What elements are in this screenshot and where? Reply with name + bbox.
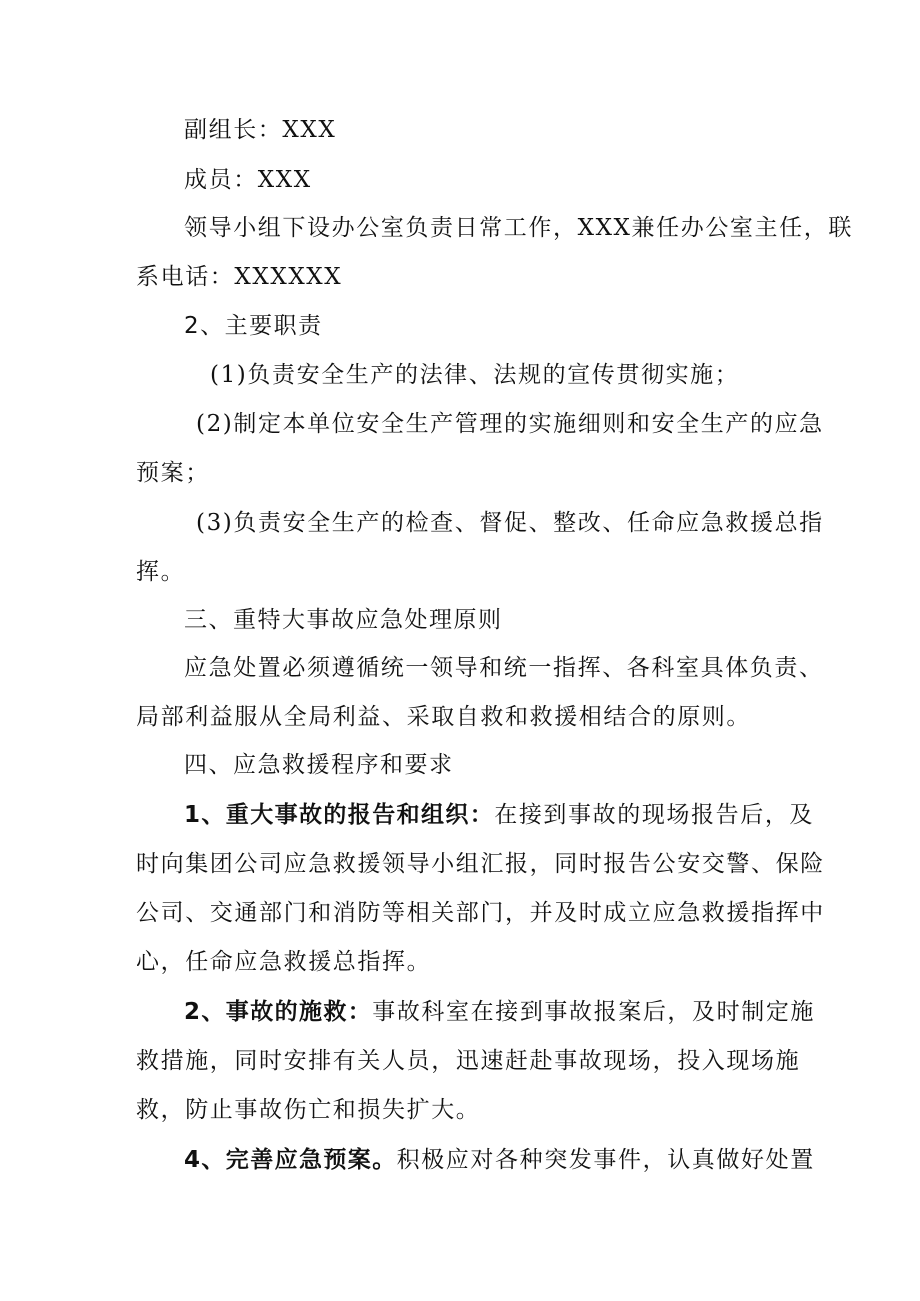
section-2-title: 2、主要职责 [184,313,323,339]
item-1-line-4: 心，任命应急救援总指挥。 [136,949,432,975]
duty-1-line: (1)负责安全生产的法律、法规的宣传贯彻实施； [210,362,740,388]
section-3-title: 三、重特大事故应急处理原则 [184,607,503,633]
duty-3-line-1: (3)负责安全生产的检查、督促、整改、任命应急救援总指 [196,510,824,536]
duty-2-line-2: 预案； [136,460,210,486]
item-2-line-1 [184,997,816,1027]
item-4-label: 4、完善应急预案。 [184,1147,397,1173]
item-1-line-2: 时向集团公司应急救援领导小组汇报，同时报告公安交警、保险 [136,851,825,877]
duty-2-line-1: (2)制定本单位安全生产管理的实施细则和安全生产的应急 [196,411,824,437]
duty-3-line-2: 挥。 [136,559,186,585]
item-4-line-1-text: 积极应对各种突发事件，认真做好处置 [396,1147,815,1173]
item-1-line-1-text: 在接到事故的现场报告后，及 [494,802,815,828]
item-1-line-1 [184,800,815,830]
office-line-2: 系电话：XXXXXX [136,264,343,290]
section-4-title: 四、应急救援程序和要求 [184,752,454,778]
item-2-line-3: 救，防止事故伤亡和损失扩大。 [136,1097,481,1123]
item-2-line-1-text: 事故科室在接到事故报案后，及时制定施 [372,999,816,1025]
principle-line-2: 局部利益服从全局利益、采取自救和救援相结合的原则。 [136,704,751,730]
item-1-label: 1、重大事故的报告和组织： [184,802,495,828]
members-line: 成员：XXX [184,167,312,193]
item-4-line-1 [184,1145,815,1175]
principle-line-1: 应急处置必须遵循统一领导和统一指挥、各科室具体负责、 [184,655,824,681]
item-2-label: 2、事故的施救： [184,999,373,1025]
item-2-line-2: 救措施，同时安排有关人员，迅速赶赴事故现场，投入现场施 [136,1048,801,1074]
vice-leader-line: 副组长：XXX [184,117,337,143]
office-line-1: 领导小组下设办公室负责日常工作，XXX兼任办公室主任，联 [184,215,853,241]
item-1-line-3: 公司、交通部门和消防等相关部门，并及时成立应急救援指挥中 [136,900,825,926]
